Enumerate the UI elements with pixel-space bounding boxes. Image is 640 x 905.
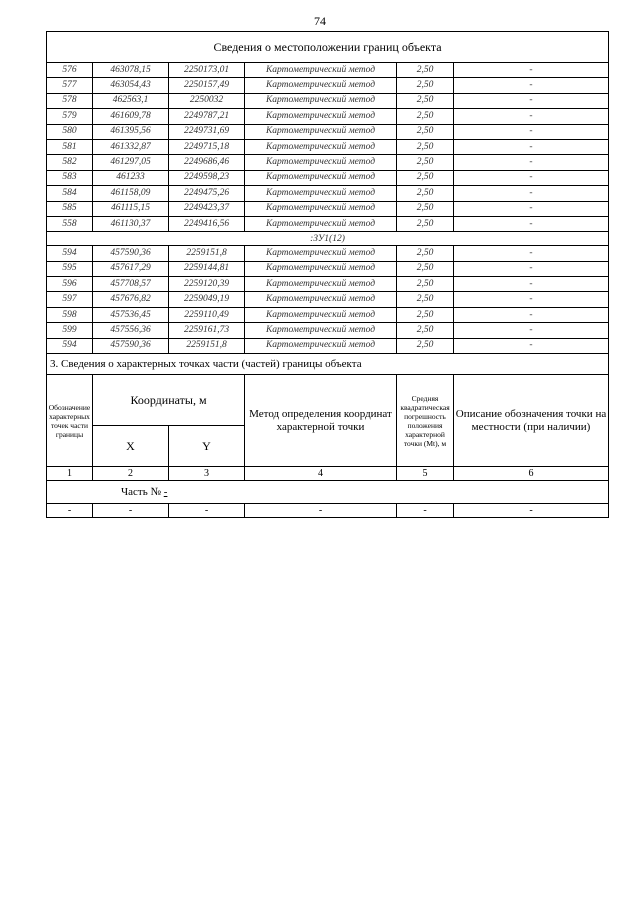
method-cell: Картометрический метод xyxy=(245,246,397,261)
part-label: Часть № xyxy=(121,486,161,499)
accuracy-cell: 2,50 xyxy=(397,261,454,276)
y-coordinate-cell: 2249731,69 xyxy=(169,124,245,139)
description-cell: - xyxy=(454,504,609,518)
table-row xyxy=(47,338,609,353)
accuracy-cell: 2,50 xyxy=(397,338,454,353)
method-cell: Картометрический метод xyxy=(245,93,397,108)
description-cell: - xyxy=(454,201,609,216)
description-cell: - xyxy=(454,307,609,322)
part-value: - xyxy=(163,486,168,499)
accuracy-cell: 2,50 xyxy=(397,170,454,185)
point-number-cell: 576 xyxy=(47,63,93,78)
accuracy-cell: 2,50 xyxy=(397,201,454,216)
accuracy-cell: 2,50 xyxy=(397,78,454,93)
method-cell: Картометрический метод xyxy=(245,63,397,78)
x-coordinate-cell: - xyxy=(93,504,169,518)
point-number-cell: 582 xyxy=(47,155,93,170)
column-number: 2 xyxy=(93,467,169,481)
point-designation-header: Обозначение характерных точек части границы xyxy=(47,375,93,467)
boundary-table xyxy=(46,31,609,518)
method-cell: Картометрический метод xyxy=(245,292,397,307)
description-cell: - xyxy=(454,93,609,108)
group-label-row xyxy=(47,232,609,246)
y-coordinate-cell: 2259144,81 xyxy=(169,261,245,276)
table-row xyxy=(47,246,609,261)
table-title: Сведения о местоположении границ объекта xyxy=(47,32,609,63)
description-cell: - xyxy=(454,338,609,353)
point-number-cell: 580 xyxy=(47,124,93,139)
y-coordinate-cell: 2250032 xyxy=(169,93,245,108)
section-3-title: 3. Сведения о характерных точках части (частей) границы объекта xyxy=(47,354,609,375)
point-number-cell: 579 xyxy=(47,109,93,124)
table-row xyxy=(47,139,609,154)
table-row xyxy=(47,201,609,216)
method-cell: - xyxy=(245,504,397,518)
y-coordinate-cell: 2249598,23 xyxy=(169,170,245,185)
y-coordinate-cell: 2249686,46 xyxy=(169,155,245,170)
table-row xyxy=(47,109,609,124)
accuracy-cell: 2,50 xyxy=(397,93,454,108)
point-number-cell: 577 xyxy=(47,78,93,93)
point-number-cell: 581 xyxy=(47,139,93,154)
accuracy-cell: 2,50 xyxy=(397,292,454,307)
description-cell: - xyxy=(454,78,609,93)
table-row xyxy=(47,124,609,139)
description-header: Описание обозначения точки на местности (при наличии) xyxy=(454,375,609,467)
y-coordinate-cell: 2250173,01 xyxy=(169,63,245,78)
table-row xyxy=(47,186,609,201)
x-coordinate-cell: 461233 xyxy=(93,170,169,185)
accuracy-cell: 2,50 xyxy=(397,124,454,139)
point-number-cell: 599 xyxy=(47,323,93,338)
accuracy-cell: 2,50 xyxy=(397,246,454,261)
point-number-cell: 585 xyxy=(47,201,93,216)
accuracy-cell: 2,50 xyxy=(397,216,454,231)
point-number-cell: 558 xyxy=(47,216,93,231)
y-coordinate-cell: 2259151,8 xyxy=(169,338,245,353)
point-number-cell: 583 xyxy=(47,170,93,185)
y-coordinate-cell: 2259120,39 xyxy=(169,277,245,292)
method-cell: Картометрический метод xyxy=(245,78,397,93)
table-row xyxy=(47,93,609,108)
point-number-cell: 596 xyxy=(47,277,93,292)
part-label-cell xyxy=(47,481,609,504)
part-row xyxy=(47,481,609,504)
point-number-cell: - xyxy=(47,504,93,518)
column-number: 4 xyxy=(245,467,397,481)
accuracy-cell: 2,50 xyxy=(397,155,454,170)
x-coordinate-cell: 457708,57 xyxy=(93,277,169,292)
y-coordinate-cell: 2259049,19 xyxy=(169,292,245,307)
table-row xyxy=(47,277,609,292)
x-coordinate-cell: 461395,56 xyxy=(93,124,169,139)
method-cell: Картометрический метод xyxy=(245,124,397,139)
x-coordinate-cell: 462563,1 xyxy=(93,93,169,108)
table-row xyxy=(47,261,609,276)
table-row xyxy=(47,292,609,307)
x-coordinate-cell: 457617,29 xyxy=(93,261,169,276)
method-cell: Картометрический метод xyxy=(245,323,397,338)
x-coordinate-cell: 463054,43 xyxy=(93,78,169,93)
x-coordinate-cell: 457590,36 xyxy=(93,246,169,261)
point-number-cell: 594 xyxy=(47,246,93,261)
description-cell: - xyxy=(454,261,609,276)
x-coordinate-cell: 457590,36 xyxy=(93,338,169,353)
column-number: 5 xyxy=(397,467,454,481)
x-coordinate-cell: 461130,37 xyxy=(93,216,169,231)
x-header: X xyxy=(93,426,169,467)
y-coordinate-cell: - xyxy=(169,504,245,518)
description-cell: - xyxy=(454,216,609,231)
accuracy-cell: 2,50 xyxy=(397,139,454,154)
method-cell: Картометрический метод xyxy=(245,155,397,170)
description-cell: - xyxy=(454,170,609,185)
description-cell: - xyxy=(454,109,609,124)
y-coordinate-cell: 2249475,26 xyxy=(169,186,245,201)
accuracy-header: Средняя квадратическая погрешность положения характерной точки (Mt), м xyxy=(397,375,454,467)
method-cell: Картометрический метод xyxy=(245,261,397,276)
x-coordinate-cell: 461115,15 xyxy=(93,201,169,216)
table-row xyxy=(47,323,609,338)
table-row xyxy=(47,170,609,185)
method-cell: Картометрический метод xyxy=(245,186,397,201)
point-number-cell: 595 xyxy=(47,261,93,276)
description-cell: - xyxy=(454,63,609,78)
accuracy-cell: 2,50 xyxy=(397,109,454,124)
accuracy-cell: - xyxy=(397,504,454,518)
method-cell: Картометрический метод xyxy=(245,109,397,124)
x-coordinate-cell: 461609,78 xyxy=(93,109,169,124)
y-coordinate-cell: 2250157,49 xyxy=(169,78,245,93)
description-cell: - xyxy=(454,139,609,154)
description-cell: - xyxy=(454,323,609,338)
column-numbers-row xyxy=(47,467,609,481)
y-coordinate-cell: 2249416,56 xyxy=(169,216,245,231)
method-cell: Картометрический метод xyxy=(245,170,397,185)
description-cell: - xyxy=(454,186,609,201)
y-coordinate-cell: 2249715,18 xyxy=(169,139,245,154)
method-cell: Картометрический метод xyxy=(245,201,397,216)
accuracy-cell: 2,50 xyxy=(397,307,454,322)
y-coordinate-cell: 2259110,49 xyxy=(169,307,245,322)
table-row xyxy=(47,216,609,231)
point-number-cell: 578 xyxy=(47,93,93,108)
y-coordinate-cell: 2259161,73 xyxy=(169,323,245,338)
x-coordinate-cell: 461158,09 xyxy=(93,186,169,201)
table-row xyxy=(47,155,609,170)
description-cell: - xyxy=(454,292,609,307)
point-number-cell: 597 xyxy=(47,292,93,307)
method-cell: Картометрический метод xyxy=(245,338,397,353)
accuracy-cell: 2,50 xyxy=(397,277,454,292)
table-row xyxy=(47,504,609,518)
y-coordinate-cell: 2259151,8 xyxy=(169,246,245,261)
point-number-cell: 598 xyxy=(47,307,93,322)
table-row xyxy=(47,78,609,93)
method-cell: Картометрический метод xyxy=(245,216,397,231)
table-row xyxy=(47,63,609,78)
description-cell: - xyxy=(454,155,609,170)
accuracy-cell: 2,50 xyxy=(397,323,454,338)
accuracy-cell: 2,50 xyxy=(397,63,454,78)
accuracy-cell: 2,50 xyxy=(397,186,454,201)
method-cell: Картометрический метод xyxy=(245,307,397,322)
x-coordinate-cell: 457536,45 xyxy=(93,307,169,322)
group-label: :ЗУ1(12) xyxy=(47,232,609,246)
y-header: Y xyxy=(169,426,245,467)
y-coordinate-cell: 2249423,37 xyxy=(169,201,245,216)
column-number: 6 xyxy=(454,467,609,481)
coordinates-header: Координаты, м xyxy=(93,375,245,426)
column-number: 1 xyxy=(47,467,93,481)
description-cell: - xyxy=(454,277,609,292)
point-number-cell: 594 xyxy=(47,338,93,353)
table-row xyxy=(47,307,609,322)
x-coordinate-cell: 461297,05 xyxy=(93,155,169,170)
x-coordinate-cell: 463078,15 xyxy=(93,63,169,78)
method-header: Метод определения координат характерной точки xyxy=(245,375,397,467)
x-coordinate-cell: 457556,36 xyxy=(93,323,169,338)
y-coordinate-cell: 2249787,21 xyxy=(169,109,245,124)
method-cell: Картометрический метод xyxy=(245,139,397,154)
method-cell: Картометрический метод xyxy=(245,277,397,292)
description-cell: - xyxy=(454,124,609,139)
column-number: 3 xyxy=(169,467,245,481)
description-cell: - xyxy=(454,246,609,261)
point-number-cell: 584 xyxy=(47,186,93,201)
page-number: 74 xyxy=(314,14,326,28)
x-coordinate-cell: 457676,82 xyxy=(93,292,169,307)
x-coordinate-cell: 461332,87 xyxy=(93,139,169,154)
